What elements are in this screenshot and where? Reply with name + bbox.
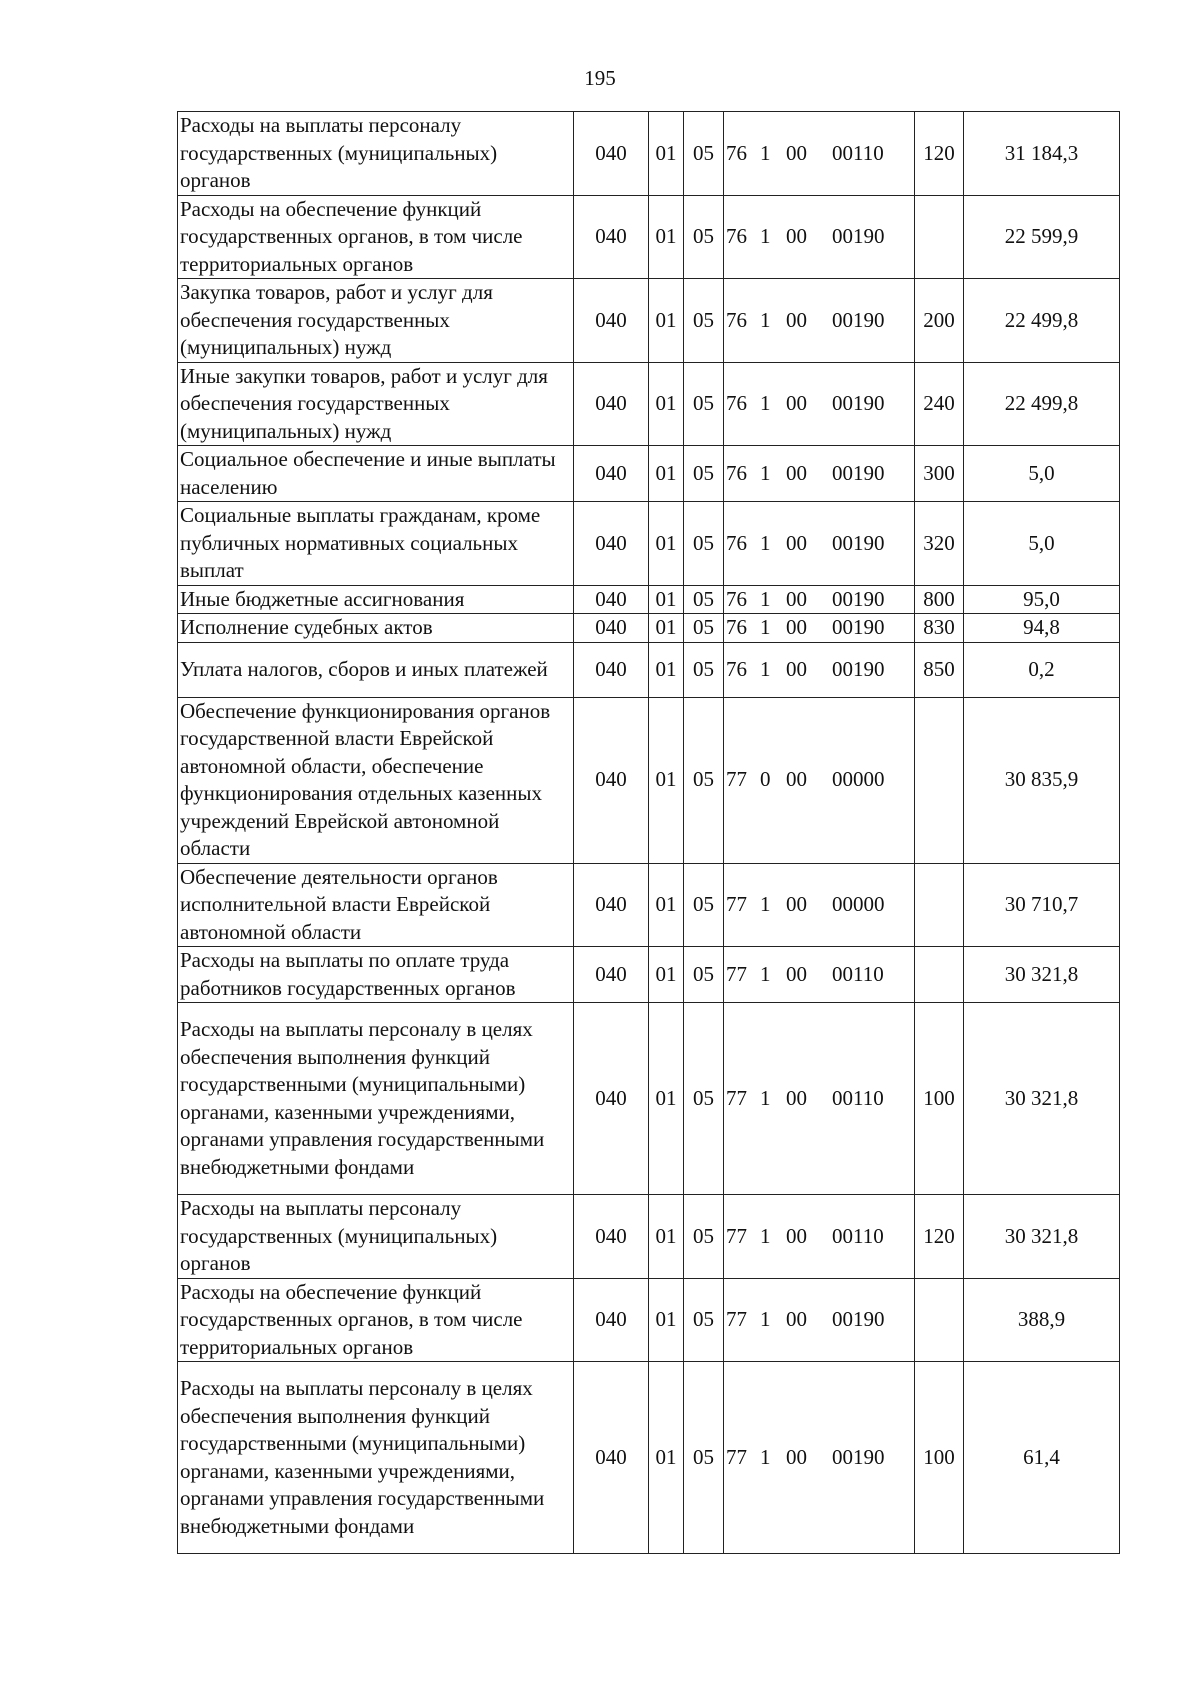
target-article-code <box>724 1003 915 1195</box>
section-code: 01 <box>649 1362 684 1554</box>
direction-code: 00 <box>786 391 807 415</box>
expense-code: 00000 <box>832 892 885 916</box>
direction-code: 00 <box>786 892 807 916</box>
ministry-code: 040 <box>574 1278 649 1362</box>
ministry-code: 040 <box>574 112 649 196</box>
table-row <box>178 1003 1120 1195</box>
program-code: 76 <box>726 656 747 681</box>
direction-code: 00 <box>786 586 807 611</box>
expense-name: Закупка товаров, работ и услуг для обеспечения государственных (муниципальных) нужд <box>178 279 574 363</box>
expense-code: 00110 <box>832 961 884 986</box>
table-row <box>178 614 1120 643</box>
direction-code: 00 <box>786 1307 807 1331</box>
expense-type-code: 300 <box>915 446 964 502</box>
table-row <box>178 697 1120 863</box>
subprogram-code: 1 <box>760 530 771 555</box>
program-code: 76 <box>726 224 747 248</box>
amount: 22 499,8 <box>964 279 1120 363</box>
direction-code: 00 <box>786 767 807 792</box>
expense-type-code: 200 <box>915 279 964 363</box>
program-code: 76 <box>726 391 747 415</box>
page-number: 195 <box>584 66 616 90</box>
program-code: 76 <box>726 307 747 332</box>
target-article-code <box>724 947 915 1003</box>
table-row <box>178 112 1120 196</box>
expense-type-code: 100 <box>915 1362 964 1554</box>
subsection-code: 05 <box>684 279 724 363</box>
ministry-code: 040 <box>574 642 649 697</box>
table-row <box>178 585 1120 614</box>
expense-name: Расходы на выплаты по оплате труда работников государственных органов <box>178 947 574 1003</box>
subprogram-code: 1 <box>760 140 771 165</box>
section-code: 01 <box>649 1278 684 1362</box>
direction-code: 00 <box>786 140 807 165</box>
section-code: 01 <box>649 279 684 363</box>
section-code: 01 <box>649 585 684 614</box>
program-code: 77 <box>726 767 747 792</box>
expense-code: 00190 <box>832 1444 885 1469</box>
expense-name: Социальные выплаты гражданам, кроме публичных нормативных социальных выплат <box>178 502 574 586</box>
expense-type-code: 320 <box>915 502 964 586</box>
target-article-code <box>724 697 915 863</box>
target-article-code <box>724 1195 915 1279</box>
ministry-code: 040 <box>574 947 649 1003</box>
target-article-code <box>724 362 915 446</box>
target-article-code <box>724 863 915 947</box>
ministry-code: 040 <box>574 502 649 586</box>
subsection-code: 05 <box>684 195 724 279</box>
ministry-code: 040 <box>574 697 649 863</box>
expense-code: 00190 <box>832 307 885 332</box>
section-code: 01 <box>649 446 684 502</box>
expense-code: 00190 <box>832 460 885 485</box>
subprogram-code: 1 <box>760 307 771 332</box>
expense-name: Исполнение судебных актов <box>178 614 574 643</box>
table-row <box>178 362 1120 446</box>
ministry-code: 040 <box>574 1362 649 1554</box>
table-row <box>178 642 1120 697</box>
subsection-code: 05 <box>684 614 724 643</box>
table-row <box>178 195 1120 279</box>
expense-code: 00190 <box>832 615 885 639</box>
direction-code: 00 <box>786 460 807 485</box>
amount: 94,8 <box>964 614 1120 643</box>
expense-type-code: 830 <box>915 614 964 643</box>
program-code: 76 <box>726 140 747 165</box>
program-code: 76 <box>726 460 747 485</box>
expense-type-code: 100 <box>915 1003 964 1195</box>
target-article-code <box>724 1278 915 1362</box>
direction-code: 00 <box>786 961 807 986</box>
ministry-code: 040 <box>574 1195 649 1279</box>
target-article-code <box>724 446 915 502</box>
subprogram-code: 1 <box>760 892 771 916</box>
expense-code: 00000 <box>832 767 885 792</box>
section-code: 01 <box>649 614 684 643</box>
expense-code: 00190 <box>832 1307 885 1331</box>
expense-code: 00110 <box>832 1085 884 1110</box>
amount: 5,0 <box>964 446 1120 502</box>
expense-type-code <box>915 947 964 1003</box>
ministry-code: 040 <box>574 1003 649 1195</box>
expense-name: Иные закупки товаров, работ и услуг для обеспечения государственных (муниципальных) нужд <box>178 362 574 446</box>
direction-code: 00 <box>786 224 807 248</box>
expense-type-code: 120 <box>915 1195 964 1279</box>
amount: 30 835,9 <box>964 697 1120 863</box>
subsection-code: 05 <box>684 947 724 1003</box>
expense-code: 00110 <box>832 140 884 165</box>
direction-code: 00 <box>786 656 807 681</box>
ministry-code: 040 <box>574 446 649 502</box>
table-row <box>178 863 1120 947</box>
expense-type-code: 120 <box>915 112 964 196</box>
target-article-code <box>724 585 915 614</box>
subsection-code: 05 <box>684 1278 724 1362</box>
expense-name: Расходы на выплаты персоналу государственных (муниципальных) органов <box>178 112 574 196</box>
table-row <box>178 446 1120 502</box>
subprogram-code: 1 <box>760 586 771 611</box>
amount: 5,0 <box>964 502 1120 586</box>
expense-type-code <box>915 863 964 947</box>
target-article-code <box>724 112 915 196</box>
subsection-code: 05 <box>684 863 724 947</box>
section-code: 01 <box>649 947 684 1003</box>
section-code: 01 <box>649 1003 684 1195</box>
expense-name: Обеспечение функционирования органов государственной власти Еврейской автономной области, обеспечение функционирования отдельных казенных учреждений Еврейской автономной области <box>178 697 574 863</box>
subsection-code: 05 <box>684 697 724 863</box>
direction-code: 00 <box>786 1085 807 1110</box>
ministry-code: 040 <box>574 863 649 947</box>
direction-code: 00 <box>786 1444 807 1469</box>
subprogram-code: 1 <box>760 1223 771 1248</box>
expense-type-code <box>915 195 964 279</box>
table-row <box>178 1362 1120 1554</box>
target-article-code <box>724 614 915 643</box>
ministry-code: 040 <box>574 195 649 279</box>
subsection-code: 05 <box>684 502 724 586</box>
amount: 22 599,9 <box>964 195 1120 279</box>
expense-code: 00110 <box>832 1223 884 1248</box>
amount: 31 184,3 <box>964 112 1120 196</box>
target-article-code <box>724 195 915 279</box>
program-code: 77 <box>726 1085 747 1110</box>
section-code: 01 <box>649 502 684 586</box>
target-article-code <box>724 279 915 363</box>
amount: 388,9 <box>964 1278 1120 1362</box>
subprogram-code: 1 <box>760 961 771 986</box>
subprogram-code: 1 <box>760 615 771 639</box>
target-article-code <box>724 502 915 586</box>
ministry-code: 040 <box>574 614 649 643</box>
section-code: 01 <box>649 362 684 446</box>
amount: 22 499,8 <box>964 362 1120 446</box>
amount: 30 321,8 <box>964 1195 1120 1279</box>
direction-code: 00 <box>786 530 807 555</box>
subprogram-code: 1 <box>760 1307 771 1331</box>
subprogram-code: 1 <box>760 460 771 485</box>
table-row <box>178 947 1120 1003</box>
section-code: 01 <box>649 195 684 279</box>
table-row <box>178 502 1120 586</box>
subprogram-code: 1 <box>760 1444 771 1469</box>
subsection-code: 05 <box>684 585 724 614</box>
expense-type-code: 800 <box>915 585 964 614</box>
table-row <box>178 279 1120 363</box>
subprogram-code: 1 <box>760 656 771 681</box>
subsection-code: 05 <box>684 1003 724 1195</box>
subsection-code: 05 <box>684 1362 724 1554</box>
subprogram-code: 1 <box>760 224 771 248</box>
subsection-code: 05 <box>684 1195 724 1279</box>
expense-name: Обеспечение деятельности органов исполнительной власти Еврейской автономной области <box>178 863 574 947</box>
amount: 30 321,8 <box>964 1003 1120 1195</box>
amount: 95,0 <box>964 585 1120 614</box>
subsection-code: 05 <box>684 362 724 446</box>
expense-code: 00190 <box>832 224 885 248</box>
expense-name: Расходы на выплаты персоналу государственных (муниципальных) органов <box>178 1195 574 1279</box>
expense-code: 00190 <box>832 586 885 611</box>
expense-name: Социальное обеспечение и иные выплаты населению <box>178 446 574 502</box>
ministry-code: 040 <box>574 362 649 446</box>
program-code: 76 <box>726 615 747 639</box>
subprogram-code: 1 <box>760 391 771 415</box>
expense-name: Расходы на выплаты персоналу в целях обеспечения выполнения функций государственными (муниципальными) органами, казенными учреждениями, органами управления государственными внебюджетными фондами <box>178 1003 574 1195</box>
expense-type-code: 240 <box>915 362 964 446</box>
expense-name: Расходы на выплаты персоналу в целях обеспечения выполнения функций государственными (муниципальными) органами, казенными учреждениями, органами управления государственными внебюджетными фондами <box>178 1362 574 1554</box>
expense-name: Расходы на обеспечение функций государственных органов, в том числе территориальных органов <box>178 195 574 279</box>
expense-type-code <box>915 697 964 863</box>
amount: 0,2 <box>964 642 1120 697</box>
section-code: 01 <box>649 112 684 196</box>
expense-name: Иные бюджетные ассигнования <box>178 585 574 614</box>
direction-code: 00 <box>786 1223 807 1248</box>
subsection-code: 05 <box>684 112 724 196</box>
amount: 61,4 <box>964 1362 1120 1554</box>
subsection-code: 05 <box>684 642 724 697</box>
table-row <box>178 1195 1120 1279</box>
target-article-code <box>724 642 915 697</box>
expense-type-code: 850 <box>915 642 964 697</box>
section-code: 01 <box>649 1195 684 1279</box>
budget-table <box>177 111 1120 1554</box>
expense-type-code <box>915 1278 964 1362</box>
section-code: 01 <box>649 642 684 697</box>
expense-code: 00190 <box>832 391 885 415</box>
program-code: 77 <box>726 961 747 986</box>
subsection-code: 05 <box>684 446 724 502</box>
expense-code: 00190 <box>832 656 885 681</box>
direction-code: 00 <box>786 307 807 332</box>
amount: 30 710,7 <box>964 863 1120 947</box>
expense-name: Расходы на обеспечение функций государственных органов, в том числе территориальных органов <box>178 1278 574 1362</box>
expense-code: 00190 <box>832 530 885 555</box>
table-row <box>178 1278 1120 1362</box>
ministry-code: 040 <box>574 279 649 363</box>
ministry-code: 040 <box>574 585 649 614</box>
target-article-code <box>724 1362 915 1554</box>
subprogram-code: 0 <box>760 767 771 792</box>
section-code: 01 <box>649 697 684 863</box>
program-code: 76 <box>726 530 747 555</box>
program-code: 77 <box>726 892 747 916</box>
table-body <box>178 112 1120 1554</box>
amount: 30 321,8 <box>964 947 1120 1003</box>
program-code: 77 <box>726 1223 747 1248</box>
direction-code: 00 <box>786 615 807 639</box>
section-code: 01 <box>649 863 684 947</box>
program-code: 76 <box>726 586 747 611</box>
program-code: 77 <box>726 1307 747 1331</box>
program-code: 77 <box>726 1444 747 1469</box>
expense-name: Уплата налогов, сборов и иных платежей <box>178 642 574 697</box>
subprogram-code: 1 <box>760 1085 771 1110</box>
